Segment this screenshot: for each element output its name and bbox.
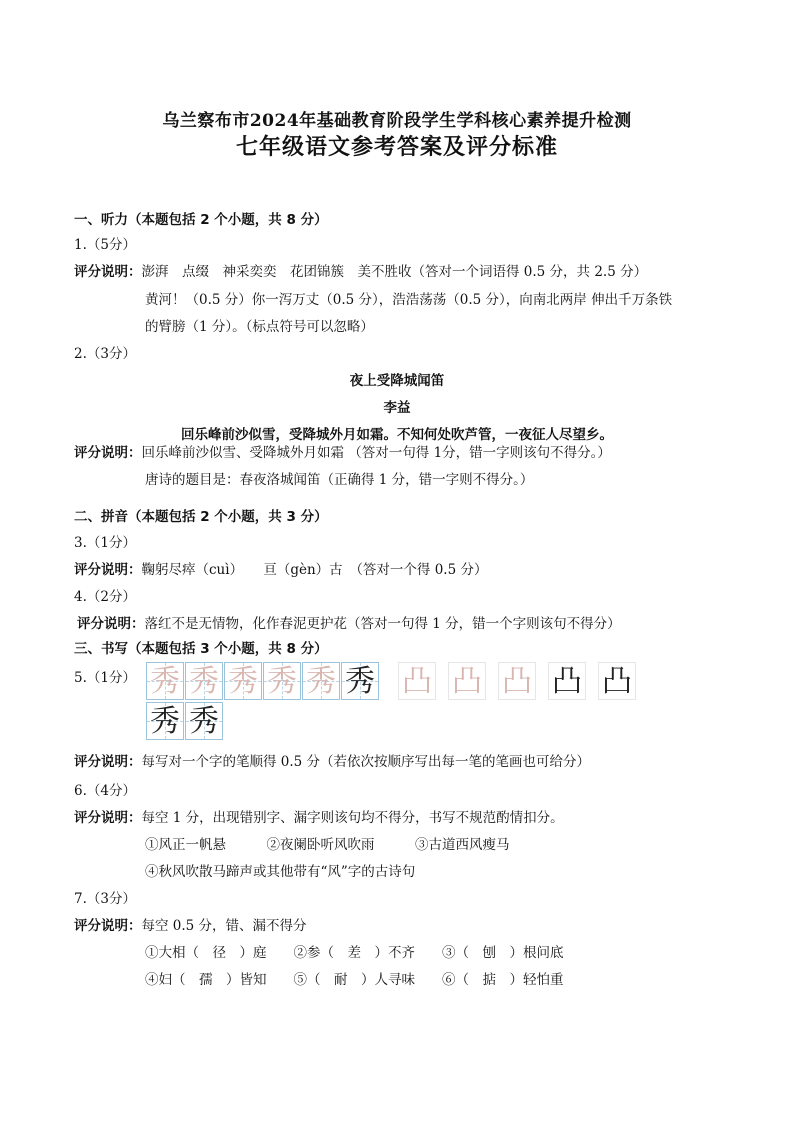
- title-line1: 乌兰察布市2024年基础教育阶段学生学科核心素养提升检测: [162, 111, 632, 131]
- q3-eval-label: 评分说明：: [74, 562, 142, 578]
- xiu-step-7: 秀: [146, 702, 184, 740]
- xiu-stroke-order-row2: [146, 702, 224, 740]
- q7-line3: ④妇（ 孺 ）皆知 ⑤（ 耐 ）人寻味 ⑥（ 掂 ）轻怕重: [145, 972, 564, 988]
- q1-label: 1.（5分）: [74, 237, 136, 253]
- section1-heading: 一、听力（本题包括 2 个小题，共 8 分）: [74, 212, 328, 228]
- q1-eval-label: 评分说明：: [74, 264, 142, 280]
- q4-eval: [77, 612, 621, 632]
- q6-line1: 每空 1 分，出现错别字、漏字则该句均不得分，书写不规范酌情扣分。: [141, 810, 564, 826]
- xiu-step-3: 秀: [224, 662, 262, 700]
- q4-line1: 落红不是无情物，化作春泥更护花（答对一句得 1 分，错一个字则该句不得分）: [144, 616, 621, 632]
- q6-eval-label: 评分说明：: [74, 810, 142, 826]
- tu-step-2: 凸: [448, 662, 486, 700]
- q5-line1: 每写对一个字的笔顺得 0.5 分（若依次按顺序写出每一笔的笔画也可给分）: [141, 754, 591, 770]
- tu-step-4: 凸: [548, 662, 586, 700]
- q1-line2: 黄河！（0.5 分）你一泻万丈（0.5 分），浩浩荡荡（0.5 分），向南北两岸 伸出千万条铁: [145, 292, 673, 308]
- xiu-step-1: 秀: [146, 662, 184, 700]
- q2-eval: [74, 441, 611, 461]
- q5-eval-label: 评分说明：: [74, 754, 142, 770]
- xiu-step-6: 秀: [341, 662, 379, 700]
- tu-step-3: 凸: [498, 662, 536, 700]
- q3-label: 3.（1分）: [74, 535, 136, 551]
- tu-stroke-order-row: [398, 662, 637, 700]
- q6-label: 6.（4分）: [74, 783, 136, 799]
- q5-eval: [74, 750, 590, 770]
- section3-heading: 三、书写（本题包括 3 个小题，共 8 分）: [74, 641, 328, 657]
- section2-heading: 二、拼音（本题包括 2 个小题，共 3 分）: [74, 509, 328, 525]
- q5-label: 5.（1分）: [74, 670, 136, 686]
- q3-eval: [74, 558, 487, 578]
- tu-step-5: 凸: [598, 662, 636, 700]
- q7-line2: ①大相（ 径 ）庭 ②参（ 差 ）不齐 ③（ 刨 ）根问底: [145, 945, 564, 961]
- poem-author: 李益: [383, 400, 411, 416]
- q7-eval: [74, 914, 307, 934]
- q4-label: 4.（2分）: [74, 589, 136, 605]
- xiu-step-2: 秀: [185, 662, 223, 700]
- q6-line3: ④秋风吹散马蹄声或其他带有“风”字的古诗句: [145, 864, 416, 880]
- xiu-step-4: 秀: [263, 662, 301, 700]
- q7-label: 7.（3分）: [74, 891, 136, 907]
- xiu-step-5: 秀: [302, 662, 340, 700]
- q4-eval-label: 评分说明：: [77, 616, 145, 632]
- q2-label: 2.（3分）: [74, 346, 136, 362]
- xiu-step-8: 秀: [185, 702, 223, 740]
- q7-line1: 每空 0.5 分，错、漏不得分: [141, 918, 307, 934]
- q6-eval: [74, 806, 564, 826]
- q1-line1: 澎湃 点缀 神采奕奕 花团锦簇 美不胜收（答对一个词语得 0.5 分，共 2.5 分）: [141, 264, 648, 280]
- q2-line2: 唐诗的题目是：春夜洛城闻笛（正确得 1 分，错一字则不得分。）: [145, 472, 534, 488]
- q1-eval: [74, 260, 647, 280]
- poem-title: 夜上受降城闻笛: [349, 373, 445, 389]
- xiu-stroke-order-row1: [146, 662, 380, 700]
- poem-text: 回乐峰前沙似雪，受降城外月如霜。不知何处吹芦管，一夜征人尽望乡。: [181, 427, 613, 443]
- q1-line3: 的臂膀（1 分）。（标点符号可以忽略）: [145, 319, 374, 335]
- q6-line2: ①风正一帆悬 ②夜阑卧听风吹雨 ③古道西风瘦马: [145, 837, 510, 853]
- q2-eval-label: 评分说明：: [74, 445, 142, 461]
- q3-line1: 鞠躬尽瘁（cuì） 亘（gèn）古 （答对一个得 0.5 分）: [141, 562, 488, 578]
- title-line2: 七年级语文参考答案及评分标准: [235, 134, 558, 160]
- tu-step-1: 凸: [398, 662, 436, 700]
- q2-line1: 回乐峰前沙似雪、受降城外月如霜 （答对一句得 1分，错一字则该句不得分。）: [141, 445, 611, 461]
- q7-eval-label: 评分说明：: [74, 918, 142, 934]
